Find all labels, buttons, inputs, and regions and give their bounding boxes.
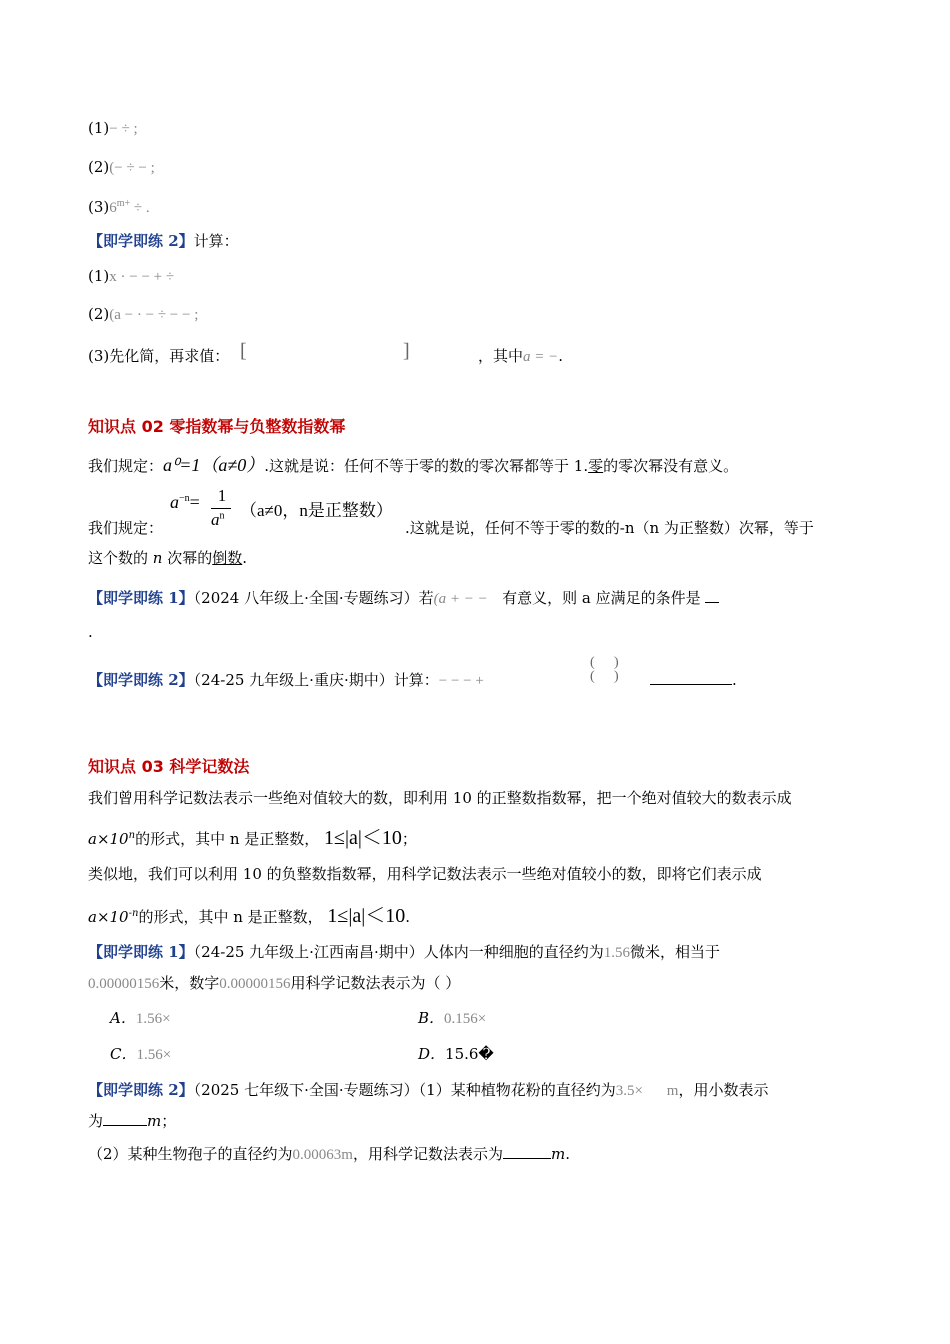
kp02-practice1: 【即学即练 1】（2024 八年级上·全国·专题练习）若(a + − − 有意义，则 a 应满足的条件是 <box>88 588 719 609</box>
kp02-practice2-blank: . <box>650 670 737 690</box>
option-c[interactable]: C．1.56× <box>110 1045 172 1063</box>
paren-right-icon: ) ) <box>614 655 619 684</box>
kp03-para1-line2: $a\times 10^n$的形式，其中 n 是正整数， 1≤|a|＜10； <box>88 827 417 849</box>
kp03-para2: 类似地，我们可以利用 10 的负整数指数幂，用科学记数法表示一些绝对值较小的数，即将它们表示成 <box>88 865 762 883</box>
option-d[interactable]: D．15.6� <box>418 1045 494 1063</box>
answer-blank[interactable] <box>705 588 719 603</box>
ex1-q3: $(3)6^{m+}$ ÷ . <box>88 198 150 216</box>
kp02-practice2: 【即学即练 2】（24-25 九年级上·重庆·期中）计算：− − − + <box>88 671 484 689</box>
ex1-q1: (1)− ÷ ; <box>88 119 138 137</box>
kp03-para1: 我们曾用科学记数法表示一些绝对值较大的数，即利用 10 的正整数指数幂，把一个绝对值较大的数表示成 <box>88 789 792 807</box>
kp03-para2-line2: $a\times 10^{-n}$的形式，其中 n 是正整数， 1≤|a|＜10. <box>88 905 411 927</box>
kp02-practice1-end: . <box>88 623 93 641</box>
left-bracket-icon: [ <box>240 340 247 362</box>
answer-blank[interactable] <box>103 1111 147 1126</box>
kp03-practice1-line2: 0.00000156米，数字0.00000156用科学记数法表示为（ ） <box>88 974 461 992</box>
practice2a-q3: (3)先化简，再求值： <box>88 347 230 365</box>
rule2-den: $a^n$ <box>211 510 225 529</box>
kp02-rule2-prefix: 我们规定： <box>88 519 164 537</box>
kp03-practice2-q2: （2）某种生物孢子的直径约为0.00063m，用科学记数法表示为 m. <box>88 1145 570 1163</box>
option-b[interactable]: B．0.156× <box>418 1009 487 1027</box>
rule2-frac-bar <box>211 508 231 509</box>
rule2-num: 1 <box>217 486 227 505</box>
rule2-cond: （a≠0，n是正整数） <box>240 501 393 520</box>
practice2a-q2: (2)(a − · − ÷ − − ; <box>88 305 199 323</box>
practice2a-q1: (1)x · − − + ÷ <box>88 267 175 285</box>
rule2-lhs: $a^{-n}=$ <box>170 492 200 512</box>
kp03-practice2: 【即学即练 2】（2025 七年级下·全国·专题练习）（1）某种植物花粉的直径约为3.5× m，用小数表示 <box>88 1081 769 1099</box>
paren-left-icon: ( ( <box>590 655 595 684</box>
kp03-practice2-line2: 为 m； <box>88 1112 177 1130</box>
practice2a-header: 【即学即练 2】计算： <box>88 232 239 250</box>
answer-blank[interactable] <box>650 670 732 685</box>
right-bracket-icon: ] <box>403 340 410 362</box>
kp02-title: 知识点 02 零指数幂与负整数指数幂 <box>88 417 346 436</box>
practice2a-q3-cond: ，其中a = −. <box>478 347 564 365</box>
kp02-rule2-text: .这就是说，任何不等于零的数的-n（n 为正整数）次幂，等于 <box>405 519 814 537</box>
ex1-q2: (2)(− ÷ − ; <box>88 158 155 176</box>
kp02-rule2-line2: 这个数的 n 次幂的倒数. <box>88 549 248 567</box>
kp03-practice1: 【即学即练 1】（24-25 九年级上·江西南昌·期中）人体内一种细胞的直径约为1.56微米，相当于 <box>88 943 720 961</box>
answer-blank[interactable] <box>503 1144 551 1159</box>
kp02-rule1: 我们规定：a⁰=1（a≠0）.这就是说：任何不等于零的数的零次幂都等于 1.零的零次幂没有意义。 <box>88 455 739 475</box>
kp03-title: 知识点 03 科学记数法 <box>88 757 250 776</box>
option-a[interactable]: A．1.56× <box>110 1009 171 1027</box>
